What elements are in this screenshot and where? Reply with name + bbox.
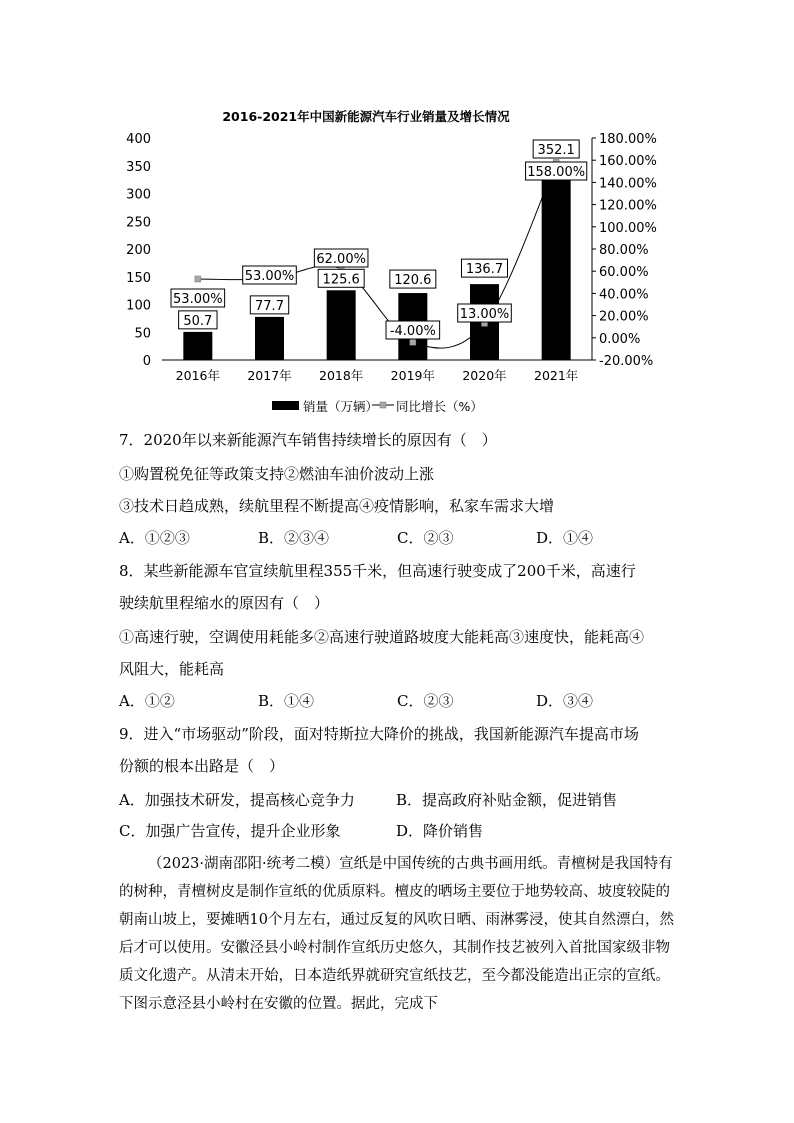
y-left-tick-label: 0 (142, 354, 151, 369)
sales-data-label: 125.6 (322, 272, 360, 288)
q8-option-a[interactable]: A．①② (119, 692, 175, 710)
growth-marker (410, 339, 416, 345)
q8-statements-1: ①高速行驶，空调使用耗能多②高速行驶道路坡度大能耗高③速度快，能耗高④ (119, 628, 645, 646)
sales-data-label: 120.6 (394, 273, 432, 289)
q8-option-c[interactable]: C．②③ (397, 692, 454, 710)
x-tick-label: 2018年 (319, 368, 364, 383)
q8-option-d[interactable]: D．③④ (536, 692, 594, 710)
q9-option-d[interactable]: D．降价销售 (396, 822, 484, 840)
q8-options (119, 690, 593, 711)
legend-bar-swatch (272, 401, 299, 410)
growth-data-label: 13.00% (459, 307, 510, 322)
legend-line-label: 同比增长（%） (396, 399, 483, 414)
q8-option-b[interactable]: B．①④ (258, 692, 315, 710)
sales-data-label: 50.7 (183, 313, 213, 329)
y-left-tick-label: 100 (126, 298, 151, 314)
x-tick-label: 2017年 (247, 368, 292, 383)
x-tick-label: 2016年 (175, 368, 220, 383)
x-tick-label: 2019年 (390, 368, 435, 383)
reading-passage: （2023·湖南邵阳·统考二模）宣纸是中国传统的古典书画用纸。青檀树是我国特有的树种，青檀树皮是制作宣纸的优质原料。檀皮的晒场主要位于地势较高、坡度较陡的朝南山坡上，要摊晒10个月左右，通过反复的风吹日晒、雨淋雾浸，使其自然漂白，然后才可以使用。安徽泾县小岭村制作宣纸历史悠久，其制作技艺被列入首批国家级非物质文化遗产。从清末开始，日本造纸界就研究宣纸技艺，至今都没能造出正宗的宣纸。下图示意泾县小岭村在安徽的位置。据此，完成下 (119, 856, 674, 1012)
y-right-tick-label: 60.00% (599, 265, 649, 281)
y-left-tick-label: 150 (126, 270, 151, 286)
sales-bar (183, 332, 212, 360)
y-right-tick-label: 160.00% (599, 154, 657, 170)
y-right-tick-label: 0.00% (599, 331, 641, 347)
q9-option-c[interactable]: C．加强广告宣传，提升企业形象 (119, 822, 341, 840)
legend-line-marker (380, 402, 386, 408)
y-right-tick-label: 120.00% (599, 198, 657, 214)
y-right-tick-label: 20.00% (599, 309, 649, 325)
q8-stem-2: 驶续航里程缩水的原因有（ ） (119, 594, 330, 612)
growth-marker (195, 276, 201, 282)
q7-option-c[interactable]: C．②③ (397, 529, 454, 547)
y-left-tick-label: 250 (126, 215, 151, 231)
q7-statements-2: ③技术日趋成熟，续航里程不断提高④疫情影响，私家车需求大增 (119, 497, 555, 515)
x-tick-label: 2021年 (534, 368, 579, 383)
y-right-tick-label: 80.00% (599, 243, 649, 258)
y-right-tick-label: 180.00% (599, 132, 657, 147)
sales-data-label: 77.7 (255, 298, 284, 314)
y-left-tick-label: 400 (126, 132, 151, 147)
x-tick-label: 2020年 (462, 368, 507, 383)
growth-data-label: -4.00% (389, 324, 436, 339)
legend-bar-label: 销量（万辆） (303, 399, 379, 414)
sales-data-label: 352.1 (537, 143, 575, 158)
q7-option-b[interactable]: B．②③④ (258, 529, 330, 547)
q7-options (119, 527, 593, 548)
growth-data-label: 53.00% (244, 269, 295, 284)
q9-options-row-1 (119, 789, 617, 810)
q7-option-d[interactable]: D．①④ (536, 529, 594, 547)
y-left-tick-label: 300 (126, 187, 151, 203)
y-right-tick-label: -20.00% (599, 354, 654, 369)
q8-statements-2: 风阻大，能耗高 (119, 660, 225, 678)
q7-stem: 7．2020年以来新能源汽车销售持续增长的原因有（ ） (119, 431, 497, 449)
q7-statements-1: ①购置税免征等政策支持②燃油车油价波动上涨 (119, 465, 435, 483)
q9-option-b[interactable]: B．提高政府补贴金额，促进销售 (396, 791, 618, 809)
y-right-tick-label: 140.00% (599, 176, 657, 192)
sales-data-label: 136.7 (465, 262, 504, 278)
q7-option-a[interactable]: A．①②③ (119, 529, 190, 547)
growth-data-label: 62.00% (316, 252, 366, 267)
sales-growth-chart (0, 0, 794, 425)
sales-bar (255, 317, 284, 360)
q9-stem-1: 9．进入“市场驱动”阶段，面对特斯拉大降价的挑战，我国新能源汽车提高市场 (119, 725, 639, 743)
growth-data-label: 158.00% (527, 165, 586, 180)
y-right-tick-label: 40.00% (599, 287, 649, 303)
chart-title: 2016-2021年中国新能源汽车行业销量及增长情况 (222, 109, 510, 124)
y-left-tick-label: 350 (126, 159, 151, 175)
q9-options-row-2 (119, 820, 483, 841)
q8-stem-1: 8．某些新能源车官宣续航里程355千米，但高速行驶变成了200千米，高速行 (119, 562, 636, 580)
y-right-tick-label: 100.00% (599, 220, 657, 236)
q9-stem-2: 份额的根本出路是（ ） (119, 757, 285, 775)
sales-bar (542, 165, 571, 360)
q9-option-a[interactable]: A．加强技术研发，提高核心竞争力 (119, 791, 355, 809)
y-left-tick-label: 50 (134, 326, 151, 342)
growth-data-label: 53.00% (173, 292, 223, 307)
sales-bar (327, 290, 356, 360)
y-left-tick-label: 200 (126, 243, 151, 258)
